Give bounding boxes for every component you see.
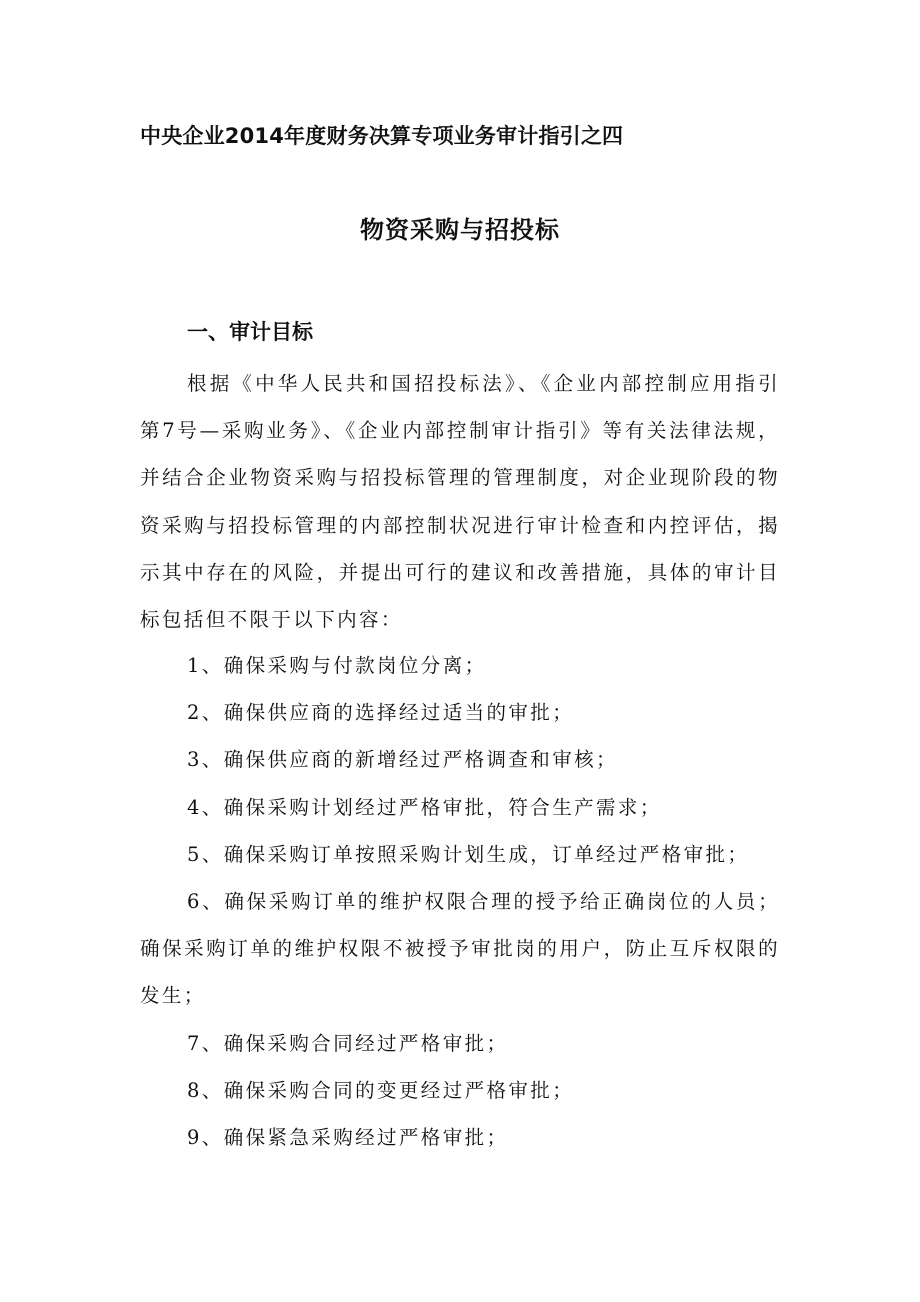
section-heading: 一、审计目标 [187,320,313,344]
main-title: 物资采购与招投标 [360,216,560,244]
list-item: 2、确保供应商的选择经过适当的审批； [187,701,575,725]
list-item: 1、确保采购与付款岗位分离； [187,654,487,677]
list-item: 8、确保采购合同的变更经过严格审批； [187,1078,575,1102]
list-item: 3、确保供应商的新增经过严格调查和审核； [187,748,618,772]
document-title: 中央企业2014年度财务决算专项业务审计指引之四 [140,124,624,148]
list-item: 9、确保紧急采购经过严格审批； [187,1126,509,1150]
intro-paragraph: 根据《中华人民共和国招投标法》、《企业内部控制应用指引第7号—采购业务》、《企业内部控制审计指引》等有关法律法规，并结合企业物资采购与招投标管理的管理制度，对企业现阶段的物资采购与招投标管理的内部控制状况进行审计检查和内控评估，揭示其中存在的风险，并提出可行的建议和改善措施，具体的审计目标包括但不限于以下内容： [140,372,780,632]
list-item: 4、确保采购计划经过严格审批，符合生产需求； [187,795,662,819]
list-item: 5、确保采购订单按照采购计划生成，订单经过严格审批； [187,842,750,866]
list-item: 7、确保采购合同经过严格审批； [187,1031,509,1055]
audit-objectives-list [140,642,780,1161]
list-item: 6、确保采购订单的维护权限合理的授予给正确岗位的人员；确保采购订单的维护权限不被授予审批岗的用户，防止互斥权限的发生； [140,890,780,1008]
